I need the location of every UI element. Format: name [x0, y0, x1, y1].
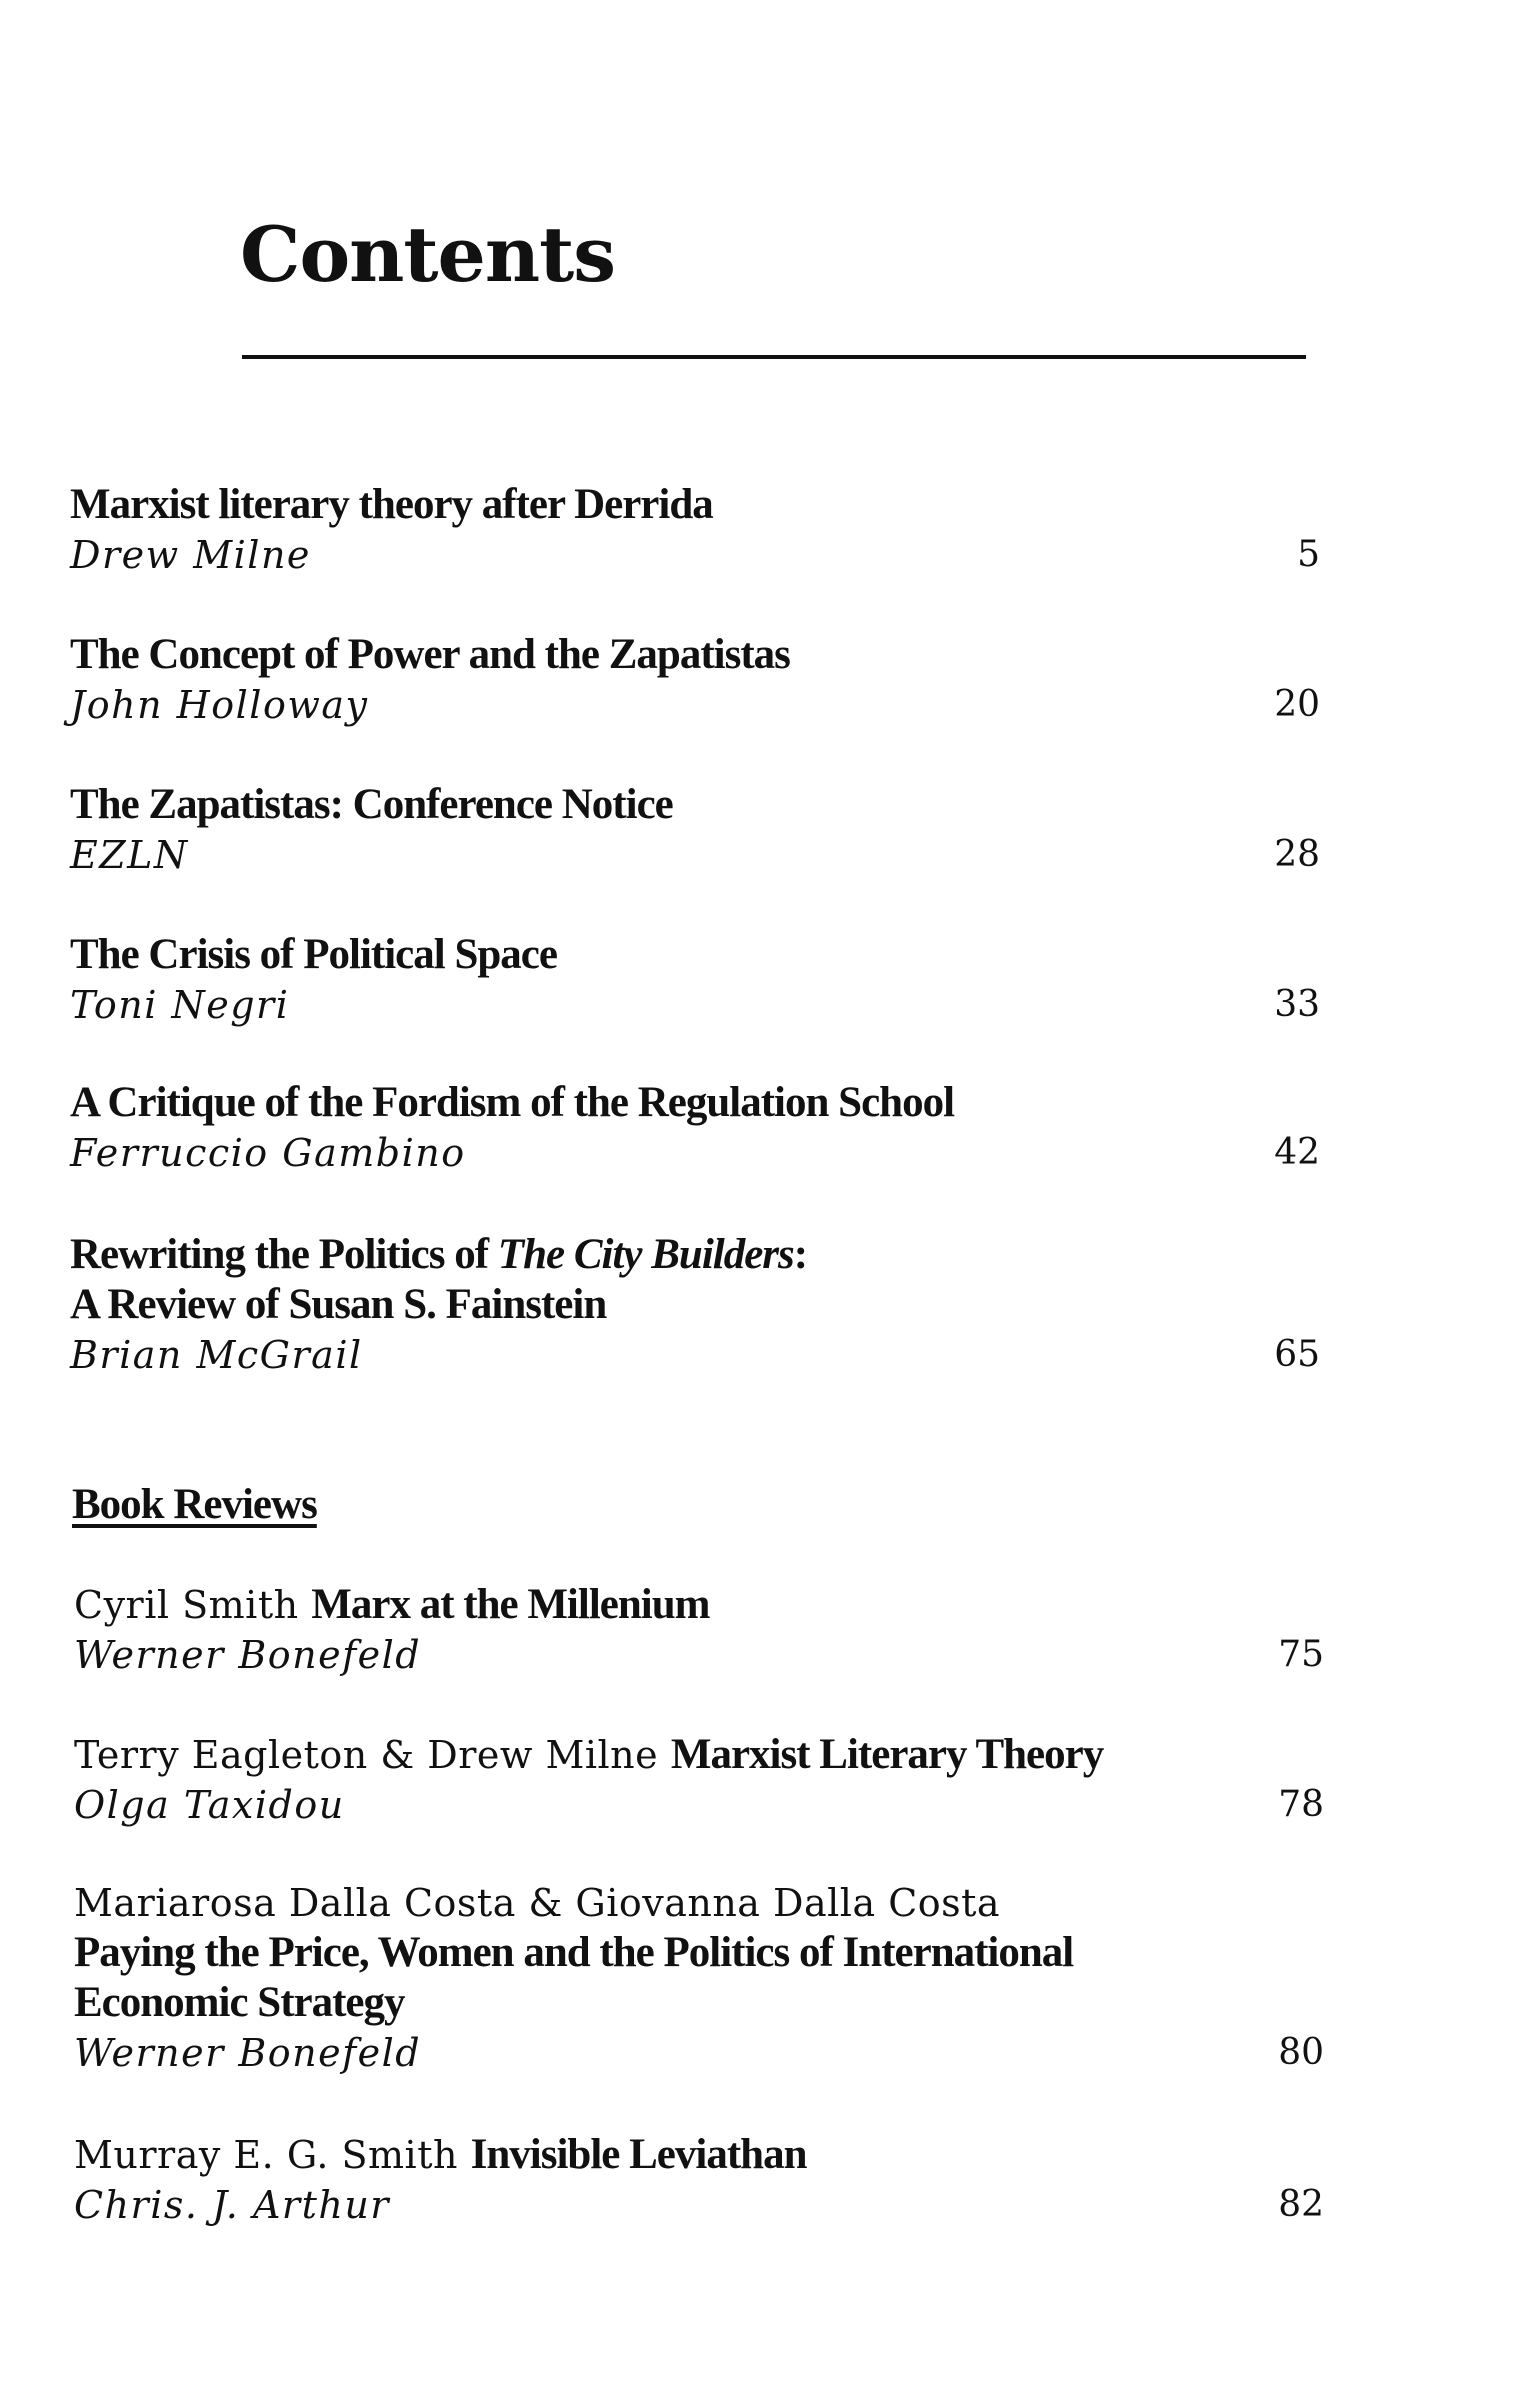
toc-entry	[70, 480, 1320, 580]
entry-page-number: 65	[1274, 1334, 1320, 1375]
review-book-author: Cyril Smith	[74, 1583, 299, 1627]
entry-title: The Zapatistas: Conference Notice	[70, 781, 673, 828]
review-entry	[74, 1878, 1324, 2078]
review-line	[74, 2130, 1324, 2180]
entry-title-prefix: Rewriting the Politics of	[70, 1231, 498, 1278]
entry-author: Toni Negri	[70, 983, 290, 1027]
review-book-title: Marx at the Millenium	[311, 1581, 710, 1628]
review-book-title: Marxist Literary Theory	[670, 1731, 1104, 1778]
review-book-author: Terry Eagleton & Drew Milne	[74, 1733, 659, 1777]
review-entry	[74, 1730, 1324, 1830]
review-reviewer: Chris. J. Arthur	[74, 2183, 390, 2227]
review-line	[74, 1730, 1324, 1780]
review-entry	[74, 1580, 1324, 1680]
book-reviews-heading: Book Reviews	[72, 1481, 317, 1528]
review-entry	[74, 2130, 1324, 2230]
entry-page-number: 5	[1297, 534, 1320, 575]
review-page-number: 80	[1278, 2032, 1324, 2073]
page-title: Contents	[240, 210, 616, 299]
review-book-author: Murray E. G. Smith	[74, 2133, 458, 2177]
entry-page-number: 42	[1274, 1132, 1320, 1173]
entry-author: Brian McGrail	[70, 1333, 363, 1377]
entry-title: The Concept of Power and the Zapatistas	[70, 631, 790, 678]
entry-title-suffix: :	[793, 1231, 808, 1278]
review-page-number: 75	[1278, 1634, 1324, 1675]
entry-author: Drew Milne	[70, 533, 311, 577]
review-book-title-line1: Paying the Price, Women and the Politics of International	[74, 1929, 1074, 1976]
review-book-title: Invisible Leviathan	[470, 2131, 807, 2178]
review-line	[74, 1580, 1324, 1630]
title-rule	[242, 355, 1306, 359]
entry-title: The Crisis of Political Space	[70, 931, 557, 978]
review-book-title-line2: Economic Strategy	[74, 1979, 405, 2026]
review-page-number: 82	[1278, 2184, 1324, 2225]
toc-entry	[70, 930, 1320, 1030]
entry-title: A Critique of the Fordism of the Regulation School	[70, 1079, 955, 1126]
review-page-number: 78	[1278, 1784, 1324, 1825]
toc-entry	[70, 1230, 1320, 1380]
entry-page-number: 28	[1274, 834, 1320, 875]
review-reviewer: Werner Bonefeld	[74, 2031, 422, 2075]
entry-author: EZLN	[70, 833, 189, 877]
entry-page-number: 20	[1274, 684, 1320, 725]
entry-author: John Holloway	[70, 683, 369, 727]
entry-title: Marxist literary theory after Derrida	[70, 481, 713, 528]
toc-entry	[70, 780, 1320, 880]
entry-title	[70, 1230, 1320, 1280]
review-book-author: Mariarosa Dalla Costa & Giovanna Dalla Costa	[74, 1881, 1001, 1925]
entry-title-italic: The City Builders	[497, 1231, 794, 1278]
toc-entry	[70, 1078, 1320, 1178]
review-reviewer: Olga Taxidou	[74, 1783, 345, 1827]
entry-page-number: 33	[1274, 984, 1320, 1025]
toc-entry	[70, 630, 1320, 730]
review-reviewer: Werner Bonefeld	[74, 1633, 422, 1677]
entry-author: Ferruccio Gambino	[70, 1131, 466, 1175]
entry-title-line2: A Review of Susan S. Fainstein	[70, 1281, 607, 1328]
